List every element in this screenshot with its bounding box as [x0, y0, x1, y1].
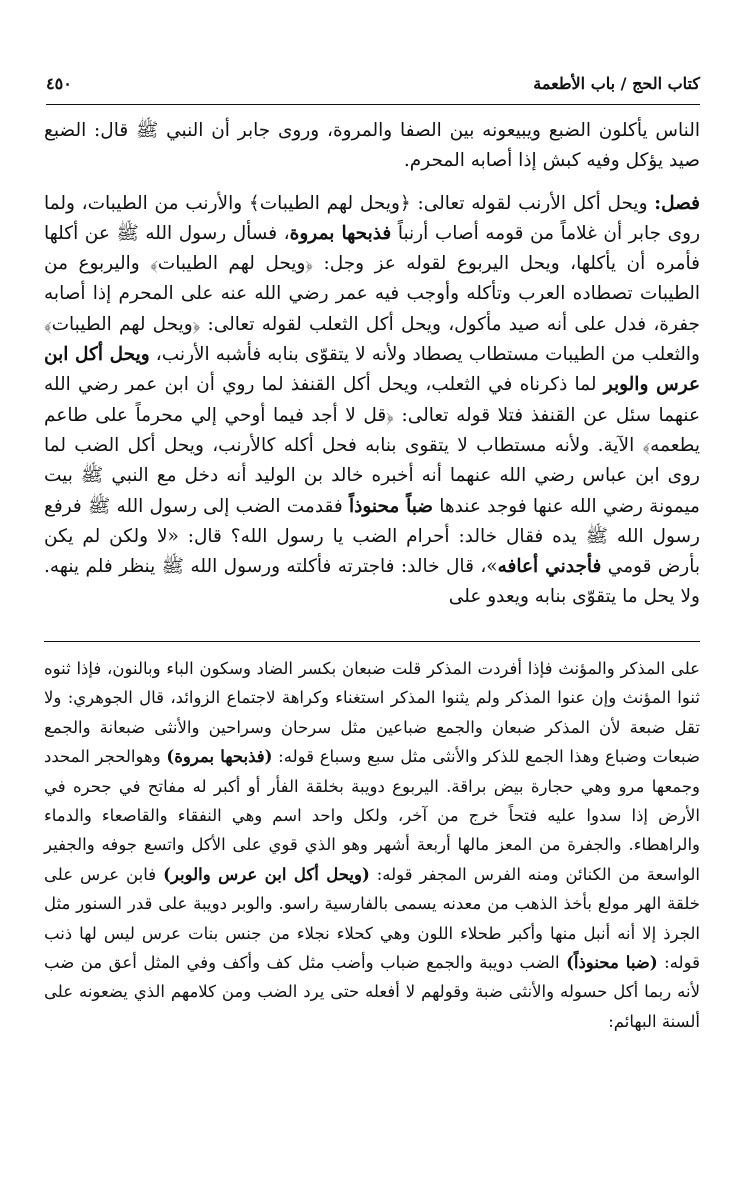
section-label: فصل: — [654, 192, 700, 214]
text-run: وهوالحجر المحدد وجمعها مرو وهي حجارة بيض براقة. اليربوع دويبة بخلقة الفأر أو أكبر له مفاتح في جحره في الأرض إذا سدوا عليه فتحاً خرج من آخر، ولكل واحد اسم وهي النفقاء والقاصعاء والدماء والراهطاء. والجفرة من المعز مالها أربعة أشهر وهو الذي قوي على الأكل واتسع جوفه والجفير الواسعة من الكنائن ومنه الفرس المجفر قوله: — [44, 747, 700, 884]
bold-phrase: (ويحل أكل ابن عرس والوبر) — [163, 864, 370, 884]
main-text — [44, 116, 700, 613]
footnote-paragraph — [44, 654, 700, 1036]
footnote — [44, 654, 700, 1036]
page-number: ٤٥٠ — [46, 74, 72, 93]
paragraph-fasl — [44, 189, 700, 613]
bold-phrase: فأجدني أعافه — [497, 556, 602, 578]
text-run: الضب دويبة والجمع ضباب وأضب مثل كف وأكف وفي المثل أعق من ضب لأنه ربما أكل حسوله والأنثى ضبة وقولهم لا أفعله حتى يرد الضب ومن كلامهم الذي يضعونه على ألسنة البهائم: — [44, 953, 700, 1031]
text-run: فقدمت الضب إلى رسول الله ﷺ فرفع رسول الله ﷺ يده فقال خالد: أحرام الضب يا رسول الله؟ قال: «لا ولكن لم يكن بأرض قومي — [44, 495, 701, 578]
header-divider — [46, 104, 700, 105]
text-run: فابن عرس على خلقة الهر مولع بأخذ الذهب من معدنه يسمى بالفارسية راسو. والوبر دويبة على قدر السنور مثل الجرذ إلا أنه أنبل منها وأكبر طحلاء اللون وهي كحلاء نجلاء من جنس بنات عرس ليس لها ذنب قوله: — [44, 864, 700, 973]
running-title: كتاب الحج / باب الأطعمة — [533, 74, 700, 93]
footnote-divider — [44, 641, 700, 642]
text-run: »، قال خالد: فاجترته فأكلته ورسول الله ﷺ ينظر فلم ينهه. ولا يحل ما يتقوّى بنابه ويعدو على — [44, 556, 700, 608]
text-run: ، فسأل رسول الله ﷺ عن أكلها فأمره أن يأكلها، ويحل اليربوع لقوله عز وجل: ﴿ويحل لهم الطيبات﴾ واليربوع من الطيبات تصطاده العرب وتأكله وأوجب فيه عمر رضي الله عنه على المحرم إذا أصابه جفرة، فدل على أنه صيد مأكول، ويحل أكل الثعلب لقوله تعالى: ﴿ويحل لهم الطيبات﴾ والثعلب من الطيبات مستطاب يصطاد ولأنه لا يتقوّى بنابه فأشبه الأرنب، — [44, 222, 700, 366]
page-header — [46, 74, 700, 104]
bold-phrase: (ضبا محنوذاً) — [566, 953, 658, 973]
text-run: لما ذكرناه في الثعلب، ويحل أكل القنفذ لما روي أن ابن عمر رضي الله عنهما سئل عن القنفذ فتلا قوله تعالى: ﴿قل لا أجد فيما أوحي إلي محرماً على طاعم يطعمه﴾ الآية. ولأنه مستطاب لا يتقوى بنابه فحل أكله كالأرنب، ويحل أكل الضب لما روى ابن عباس رضي الله عنهما أنه أخبره خالد بن الوليد أنه دخل مع النبي ﷺ بيت ميمونة رضي الله عنها فوجد عندها — [44, 374, 700, 517]
bold-phrase: ضباً محنوذاً — [348, 495, 433, 517]
bold-phrase: (فذبحها بمروة) — [166, 747, 273, 767]
text-run: ويحل أكل الأرنب لقوله تعالى: ﴿ويحل لهم الطيبات﴾ والأرنب من الطيبات، ولما روى جابر أن غلاماً من قومه أصاب أرنباً — [44, 192, 701, 244]
paragraph-continuation: الناس يأكلون الضبع ويبيعونه بين الصفا والمروة، وروى جابر أن النبي ﷺ قال: الضبع صيد يؤكل وفيه كبش إذا أصابه المحرم. — [44, 120, 700, 172]
bold-phrase: ويحل أكل ابن عرس والوبر — [44, 344, 700, 396]
text-run: على المذكر والمؤنث فإذا أفردت المذكر قلت ضبعان بكسر الضاد وسكون الباء وبالنون، فإذا ثنوه ثنوا المؤنث وإن عنوا المذكر ولم يثنوا المذكر استغناء وكراهة لاجتماع الزوائد، قال الجوهري: ولا تقل ضبعة لأن المذكر ضبعان والجمع ضباعين مثل سرحان وسراحين والأنثى ضبعانة والجمع ضبعات وضباع وهذا الجمع للذكر والأنثى مثل سبع وسباع قوله: — [44, 659, 700, 767]
bold-phrase: فذبحها بمروة — [289, 222, 392, 244]
